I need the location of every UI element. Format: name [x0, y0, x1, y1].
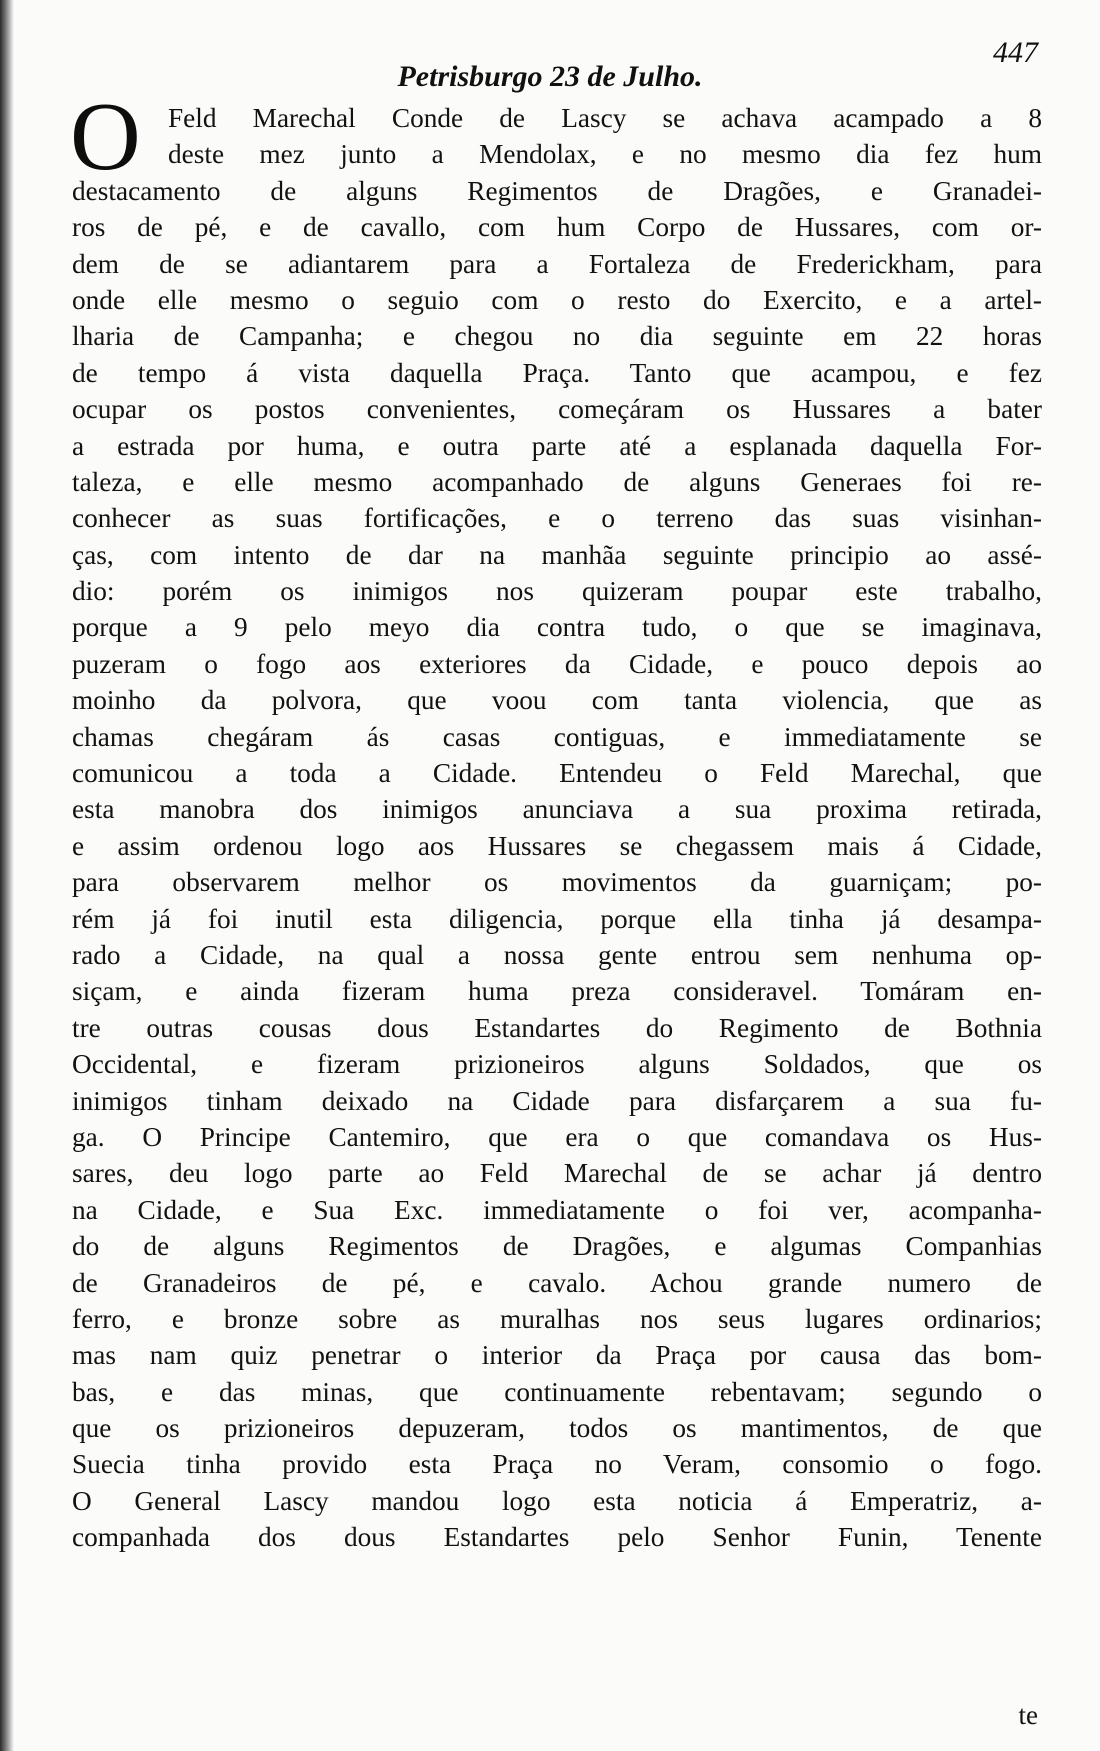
text-line: na Cidade, e Sua Exc. immediatamente o foi ver, acompanha- — [72, 1194, 1042, 1225]
text-line: de Granadeiros de pé, e cavalo. Achou grande numero de — [72, 1267, 1042, 1298]
text-line: puzeram o fogo aos exteriores da Cidade, e pouco depois ao — [72, 648, 1042, 679]
text-line: de tempo á vista daquella Praça. Tanto que acampou, e fez — [72, 357, 1042, 388]
dateline-heading: Petrisburgo 23 de Julho. — [397, 60, 703, 93]
text-line: bas, e das minas, que continuamente rebentavam; segundo o — [72, 1376, 1042, 1407]
text-line: do de alguns Regimentos de Dragões, e algumas Companhias — [72, 1231, 1042, 1262]
text-line: tre outras cousas dous Estandartes do Regimento de Bothnia — [72, 1012, 1042, 1043]
drop-cap-letter: O — [70, 83, 141, 191]
text-line: Occidental, e fizeram prizioneiros alguns Soldados, que os — [72, 1049, 1042, 1080]
text-line: taleza, e elle mesmo acompanhado de alguns Generaes foi re- — [72, 466, 1042, 497]
text-line: deste mez junto a Mendolax, e no mesmo dia fez hum — [168, 139, 1042, 170]
text-line: sares, deu logo parte ao Feld Marechal de se achar já dentro — [72, 1158, 1042, 1189]
text-line: dem de se adiantarem para a Fortaleza de Frederickham, para — [72, 248, 1042, 279]
text-line: O General Lascy mandou logo esta noticia á Emperatriz, a- — [72, 1485, 1042, 1516]
text-line: conhecer as suas fortificações, e o terreno das suas visinhan- — [72, 503, 1042, 534]
page-binding-shadow — [0, 0, 14, 1751]
article-body — [72, 100, 1042, 1556]
text-line: moinho da polvora, que voou com tanta violencia, que as — [72, 685, 1042, 716]
text-line: esta manobra dos inimigos anunciava a sua proxima retirada, — [72, 794, 1042, 825]
text-line: porque a 9 pelo meyo dia contra tudo, o que se imaginava, — [72, 612, 1042, 643]
text-line: Feld Marechal Conde de Lascy se achava acampado a 8 — [168, 103, 1042, 133]
text-line: siçam, e ainda fizeram huma preza consideravel. Tomáram en- — [72, 976, 1042, 1007]
text-line: companhada dos dous Estandartes pelo Senhor Funin, Tenente — [72, 1522, 1042, 1553]
text-line: rado a Cidade, na qual a nossa gente entrou sem nenhuma op- — [72, 939, 1042, 970]
text-line: para observarem melhor os movimentos da guarniçam; po- — [72, 867, 1042, 898]
text-line: inimigos tinham deixado na Cidade para disfarçarem a sua fu- — [72, 1085, 1042, 1116]
page-number: 447 — [993, 36, 1038, 69]
text-line: dio: porém os inimigos nos quizeram poupar este trabalho, — [72, 576, 1042, 607]
text-line: chamas chegáram ás casas contiguas, e immediatamente se — [72, 721, 1042, 752]
text-line: que os prizioneiros depuzeram, todos os mantimentos, de que — [72, 1413, 1042, 1444]
text-line: comunicou a toda a Cidade. Entendeu o Feld Marechal, que — [72, 758, 1042, 789]
text-line: ga. O Principe Cantemiro, que era o que comandava os Hus- — [72, 1121, 1042, 1152]
text-line: ças, com intento de dar na manhãa seguinte principio ao assé- — [72, 539, 1042, 570]
text-line: a estrada por huma, e outra parte até a esplanada daquella For- — [72, 430, 1042, 461]
catchword: te — [1018, 1700, 1038, 1730]
text-line: ferro, e bronze sobre as muralhas nos seus lugares ordinarios; — [72, 1303, 1042, 1334]
text-line: destacamento de alguns Regimentos de Dragões, e Granadei- — [72, 175, 1042, 206]
text-line: ocupar os postos convenientes, começáram os Hussares a bater — [72, 394, 1042, 425]
text-line: onde elle mesmo o seguio com o resto do Exercito, e a artel- — [72, 284, 1042, 315]
text-line: mas nam quiz penetrar o interior da Praça por causa das bom- — [72, 1340, 1042, 1371]
text-line: Suecia tinha provido esta Praça no Veram, consomio o fogo. — [72, 1449, 1042, 1480]
text-line: e assim ordenou logo aos Hussares se chegassem mais á Cidade, — [72, 830, 1042, 861]
text-line: rém já foi inutil esta diligencia, porque ella tinha já desampa- — [72, 903, 1042, 934]
text-line: ros de pé, e de cavallo, com hum Corpo de Hussares, com or- — [72, 212, 1042, 243]
text-line: lharia de Campanha; e chegou no dia seguinte em 22 horas — [72, 321, 1042, 352]
